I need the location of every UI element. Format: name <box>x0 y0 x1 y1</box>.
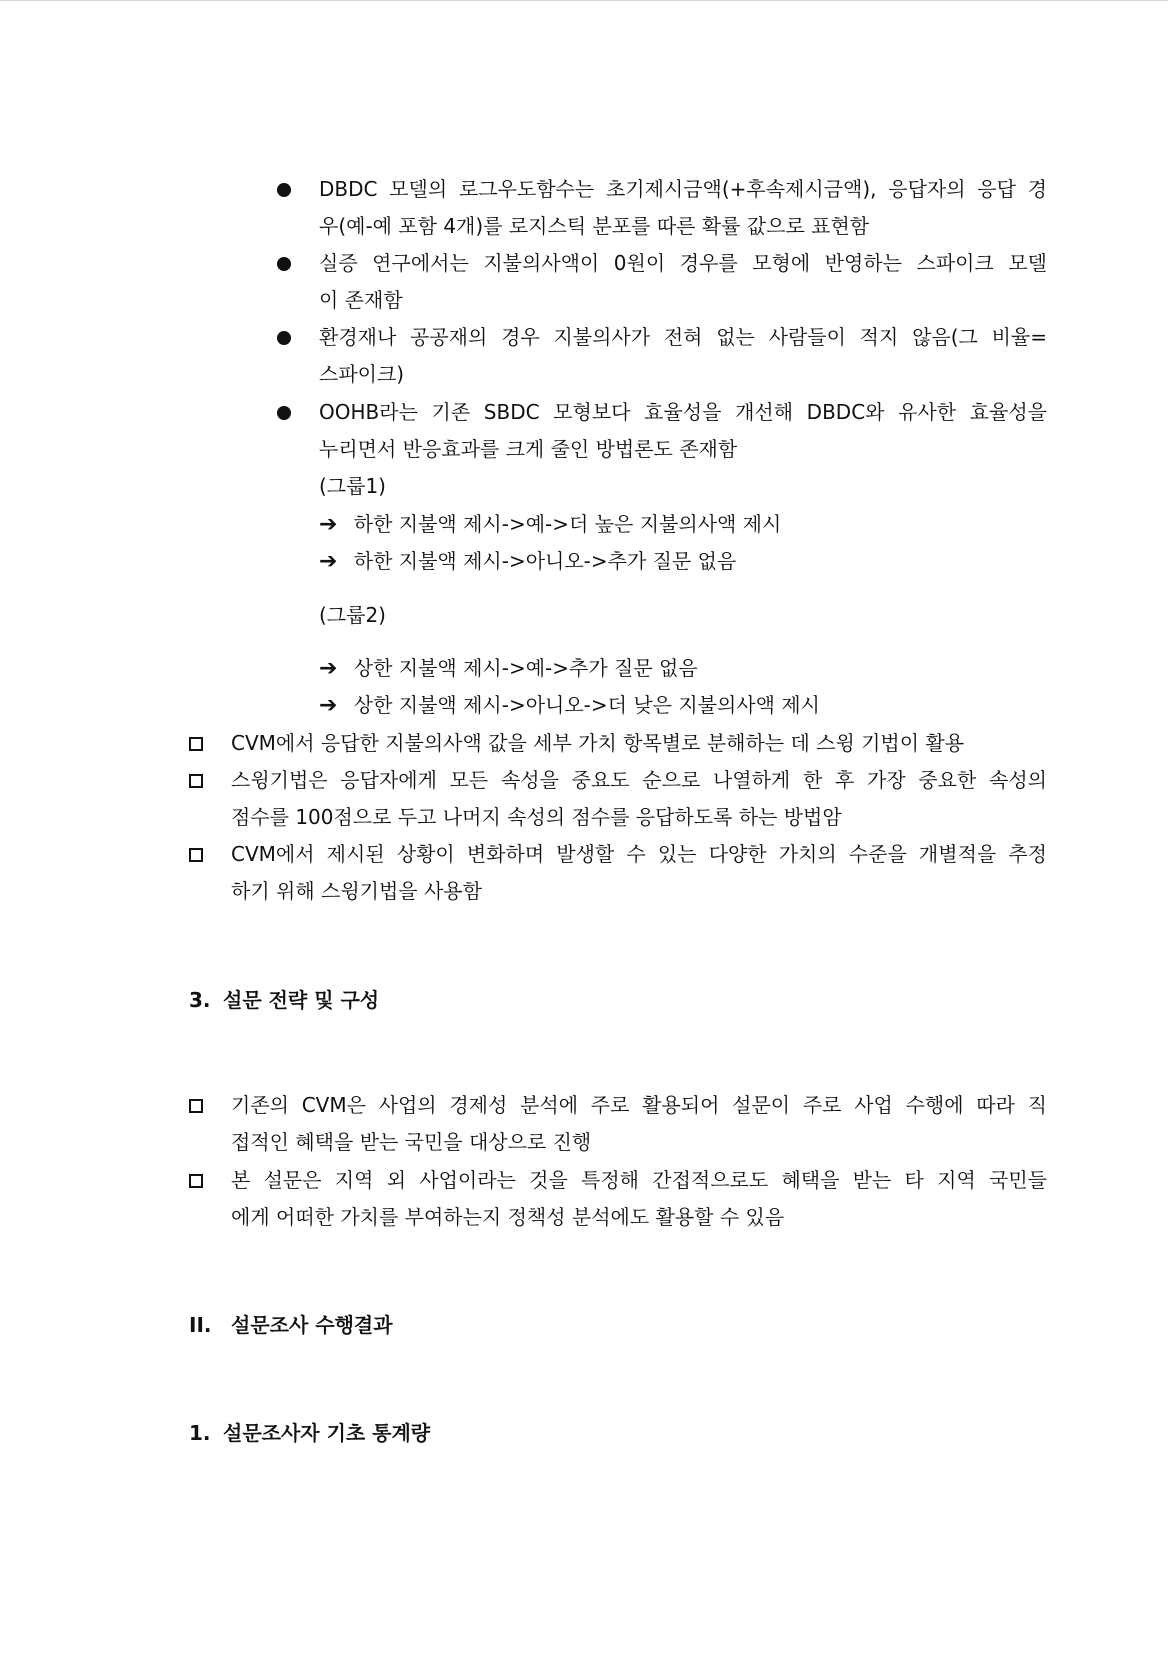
section-number: 3. <box>189 988 211 1012</box>
square-bullet-line: 점수를 100점으로 두고 나머지 속성의 점수를 응답하도록 하는 방법암 <box>231 805 842 829</box>
square-bullet-item <box>189 725 1047 762</box>
square-bullet-line: CVM에서 제시된 상황이 변화하며 발생할 수 있는 다양한 가치의 수준을 개별적을 추정 <box>231 842 1047 866</box>
group1-item <box>319 543 736 580</box>
bullet-line: 누리면서 반응효과를 크게 줄인 방법론도 존재함 <box>319 437 738 461</box>
square-bullet-icon <box>189 774 203 788</box>
section-heading <box>189 1418 430 1448</box>
section-title: 설문 전략 및 구성 <box>223 988 380 1012</box>
group2-item <box>319 650 698 687</box>
square-bullet-icon <box>189 1099 203 1113</box>
bullet-dot-icon <box>277 183 291 197</box>
bullet-line: 스파이크) <box>319 362 405 386</box>
square-bullet-icon <box>189 1174 203 1188</box>
bullet-line: DBDC 모델의 로그우도함수는 초기제시금액(+후속제시금액), 응답자의 응답 경 <box>319 177 1047 201</box>
bullet-item <box>277 171 1047 245</box>
bullet-line: 이 존재함 <box>319 288 403 312</box>
chapter-heading <box>189 1310 393 1340</box>
bullet-dot-icon <box>277 406 291 420</box>
group1-item-text: 하한 지불액 제시->예->더 높은 지불의사액 제시 <box>353 512 782 536</box>
right-arrow-icon: ➔ <box>319 512 338 537</box>
right-arrow-icon: ➔ <box>319 656 338 681</box>
bullet-line: 우(예-예 포함 4개)를 로지스틱 분포를 따른 확률 값으로 표현함 <box>319 214 870 238</box>
square-bullet-line: 에게 어떠한 가치를 부여하는지 정책성 분석에도 활용할 수 있음 <box>231 1205 785 1229</box>
section-heading <box>189 985 379 1015</box>
chapter-number: II. <box>189 1313 212 1337</box>
group1-item-text: 하한 지불액 제시->아니오->추가 질문 없음 <box>353 549 737 573</box>
bullet-line: 환경재나 공공재의 경우 지불의사가 전혀 없는 사람들이 적지 않음(그 비율= <box>319 325 1047 349</box>
bullet-item <box>277 245 1047 319</box>
square-bullet-line: 접적인 혜택을 받는 국민을 대상으로 진행 <box>231 1130 592 1154</box>
right-arrow-icon: ➔ <box>319 549 338 574</box>
bullet-dot-icon <box>277 331 291 345</box>
group2-item <box>319 687 820 724</box>
square-bullet-line: 기존의 CVM은 사업의 경제성 분석에 주로 활용되어 설문이 주로 사업 수행에 따라 직 <box>231 1093 1047 1117</box>
bullet-item <box>277 319 1047 393</box>
group2-item-text: 상한 지불액 제시->예->추가 질문 없음 <box>353 656 698 680</box>
square-bullet-line: 스윙기법은 응답자에게 모든 속성을 중요도 순으로 나열하게 한 후 가장 중요한 속성의 <box>231 768 1047 792</box>
square-bullet-line: 하기 위해 스윙기법을 사용함 <box>231 879 482 903</box>
square-bullet-line: 본 설문은 지역 외 사업이라는 것을 특정해 간접적으로도 혜택을 받는 타 지역 국민들 <box>231 1168 1047 1192</box>
group2-item-text: 상한 지불액 제시->아니오->더 낮은 지불의사액 제시 <box>353 693 820 717</box>
bullet-line: OOHB라는 기존 SBDC 모형보다 효율성을 개선해 DBDC와 유사한 효율성을 <box>319 400 1047 424</box>
square-bullet-item <box>189 1162 1047 1236</box>
group1-label: (그룹1) <box>319 474 386 498</box>
chapter-title: 설문조사 수행결과 <box>231 1313 393 1337</box>
bullet-item <box>277 394 1047 468</box>
square-bullet-icon <box>189 848 203 862</box>
square-bullet-item <box>189 1087 1047 1161</box>
section-number: 1. <box>189 1421 211 1445</box>
bullet-dot-icon <box>277 257 291 271</box>
group1-item <box>319 506 781 543</box>
square-bullet-line: CVM에서 응답한 지불의사액 값을 세부 가치 항목별로 분해하는 데 스윙 기법이 활용 <box>231 731 965 755</box>
right-arrow-icon: ➔ <box>319 693 338 718</box>
group2-label: (그룹2) <box>319 603 386 627</box>
square-bullet-item <box>189 762 1047 836</box>
square-bullet-icon <box>189 737 203 751</box>
bullet-line: 실증 연구에서는 지불의사액이 0원이 경우를 모형에 반영하는 스파이크 모델 <box>319 251 1047 275</box>
section-title: 설문조사자 기초 통계량 <box>223 1421 431 1445</box>
square-bullet-item <box>189 836 1047 910</box>
